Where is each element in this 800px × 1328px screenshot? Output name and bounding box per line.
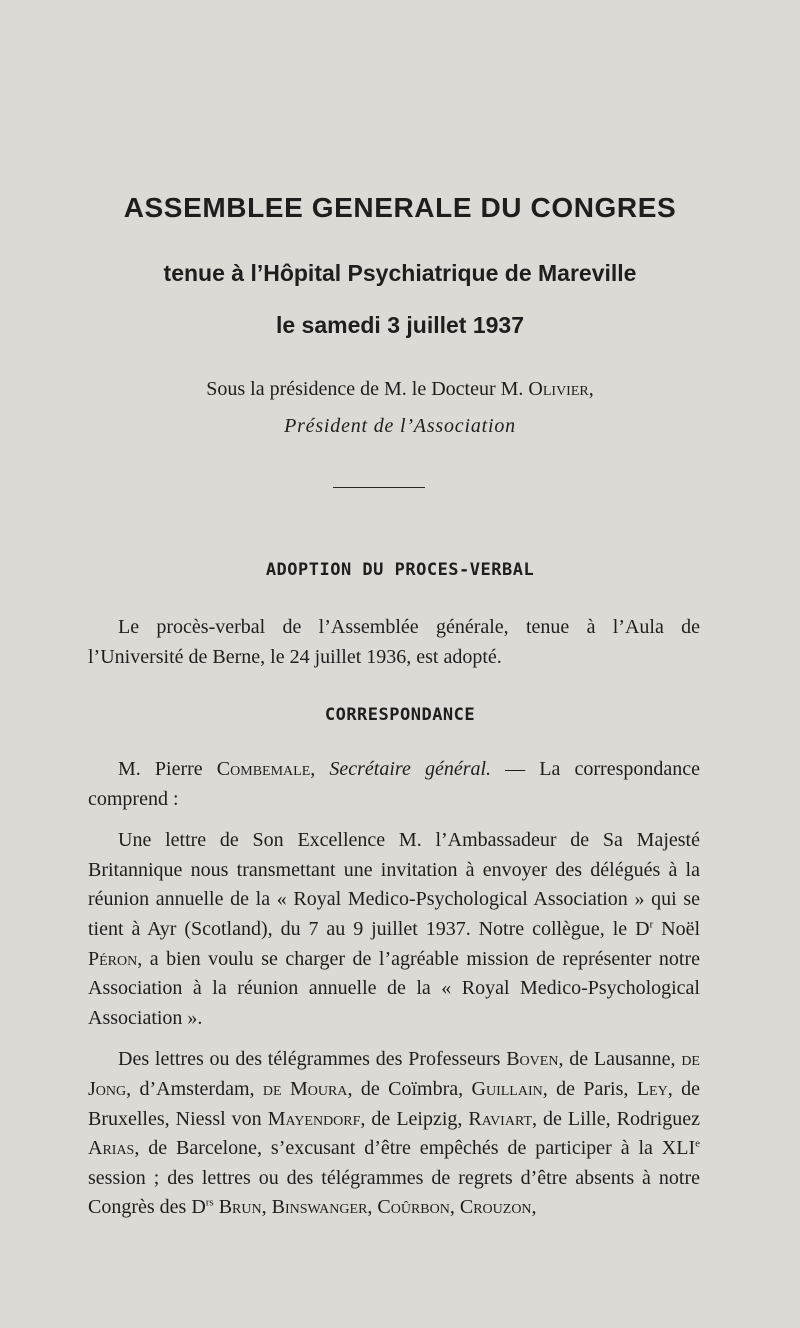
excuses-text: , de Paris, [542, 1077, 637, 1100]
letter-superscript: r [649, 918, 654, 931]
person-name: Coûrbon [377, 1196, 450, 1219]
excuses-paragraph [88, 1045, 700, 1223]
excuses-text: , [449, 1196, 460, 1219]
president-name: Olivier [528, 378, 589, 400]
secretary-role: Secrétaire général. [329, 758, 492, 780]
date-subtitle: le samedi 3 juillet 1937 [275, 312, 525, 338]
intro-comma: , [310, 758, 330, 780]
excuses-text: , [531, 1196, 537, 1219]
letter-text-1: Une lettre de Son Excellence M. l’Ambassadeur de Sa Majesté Britannique nous transmettant une invitation à envoyer des délégués à la réunion annuelle de la « Royal Medico-Psychological Association » qui se tient à Ayr (Scotland), du 7 au 9 juillet 1937. Notre collègue, le D [88, 829, 700, 940]
adoption-section [88, 613, 700, 672]
letter-text-2: Noël [653, 917, 700, 940]
excuses-text: Des lettres ou des télégrammes des Professeurs [118, 1048, 507, 1071]
page-title: ASSEMBLEE GENERALE DU CONGRES [123, 192, 677, 223]
excuses-text: , de Bruxelles, Niessl von [88, 1077, 700, 1130]
person-name: Boven [506, 1048, 559, 1071]
excuses-text: , de Barcelone, s’excusant d’être empêchés de participer à la XLI [134, 1137, 696, 1160]
excuses-text: , de Lausanne, [558, 1048, 682, 1071]
excuses-text: , [261, 1196, 272, 1219]
presidency-line [0, 378, 800, 401]
venue-subtitle: tenue à l’Hôpital Psychiatrique de Mareville [163, 260, 637, 286]
section-divider [333, 487, 425, 488]
excuses-text: , de Leipzig, [360, 1107, 469, 1130]
adoption-paragraph: Le procès-verbal de l’Assemblée générale, tenue à l’Aula de l’Université de Berne, le 24 juillet 1936, est adopté. [88, 616, 700, 668]
excuses-text: , de Coïmbra, [347, 1077, 472, 1100]
person-name: Brun [218, 1196, 262, 1219]
person-name: Arias [88, 1137, 135, 1160]
intro-prefix: M. Pierre [118, 758, 217, 780]
presidency-prefix: Sous la présidence de M. le Docteur M. [206, 378, 529, 400]
doctors-superscript: rs [205, 1196, 214, 1209]
person-name: Raviart [468, 1107, 532, 1130]
ambassador-letter-paragraph [88, 826, 700, 1033]
correspondance-heading: CORRESPONDANCE [324, 705, 476, 725]
presidency-suffix: , [588, 378, 594, 400]
secretary-name: Combemale [216, 758, 311, 780]
person-name: Binswanger [271, 1196, 368, 1219]
excuses-text: , [367, 1196, 378, 1219]
person-name: Mayendorf [267, 1107, 361, 1130]
session-superscript: e [695, 1137, 700, 1150]
person-name: de Jong [88, 1048, 700, 1100]
person-name: Crouzon [459, 1196, 532, 1219]
person-name: de Moura [262, 1077, 348, 1100]
excuses-text: session ; des lettres ou des télégrammes de regrets d’être absents à notre Congrès des D [88, 1166, 700, 1219]
letter-text-3: , a bien voulu se charger de l’agréable mission de représenter notre Association à la réunion annuelle de la « Royal Medico-Psychological Association ». [88, 947, 700, 1029]
excuses-text: , de Lille, Rodriguez [532, 1107, 700, 1130]
person-name: Ley [636, 1077, 668, 1100]
adoption-heading: ADOPTION DU PROCES-VERBAL [265, 560, 535, 580]
correspondance-intro [88, 755, 700, 814]
person-name: Guillain [471, 1077, 543, 1100]
correspondance-section [88, 755, 700, 1223]
intro-text: — La correspondance comprend : [88, 758, 700, 810]
excuses-text: , d’Amsterdam, [126, 1077, 263, 1100]
delegate-name: Péron [88, 947, 138, 970]
president-role: Président de l’Association [284, 415, 516, 437]
